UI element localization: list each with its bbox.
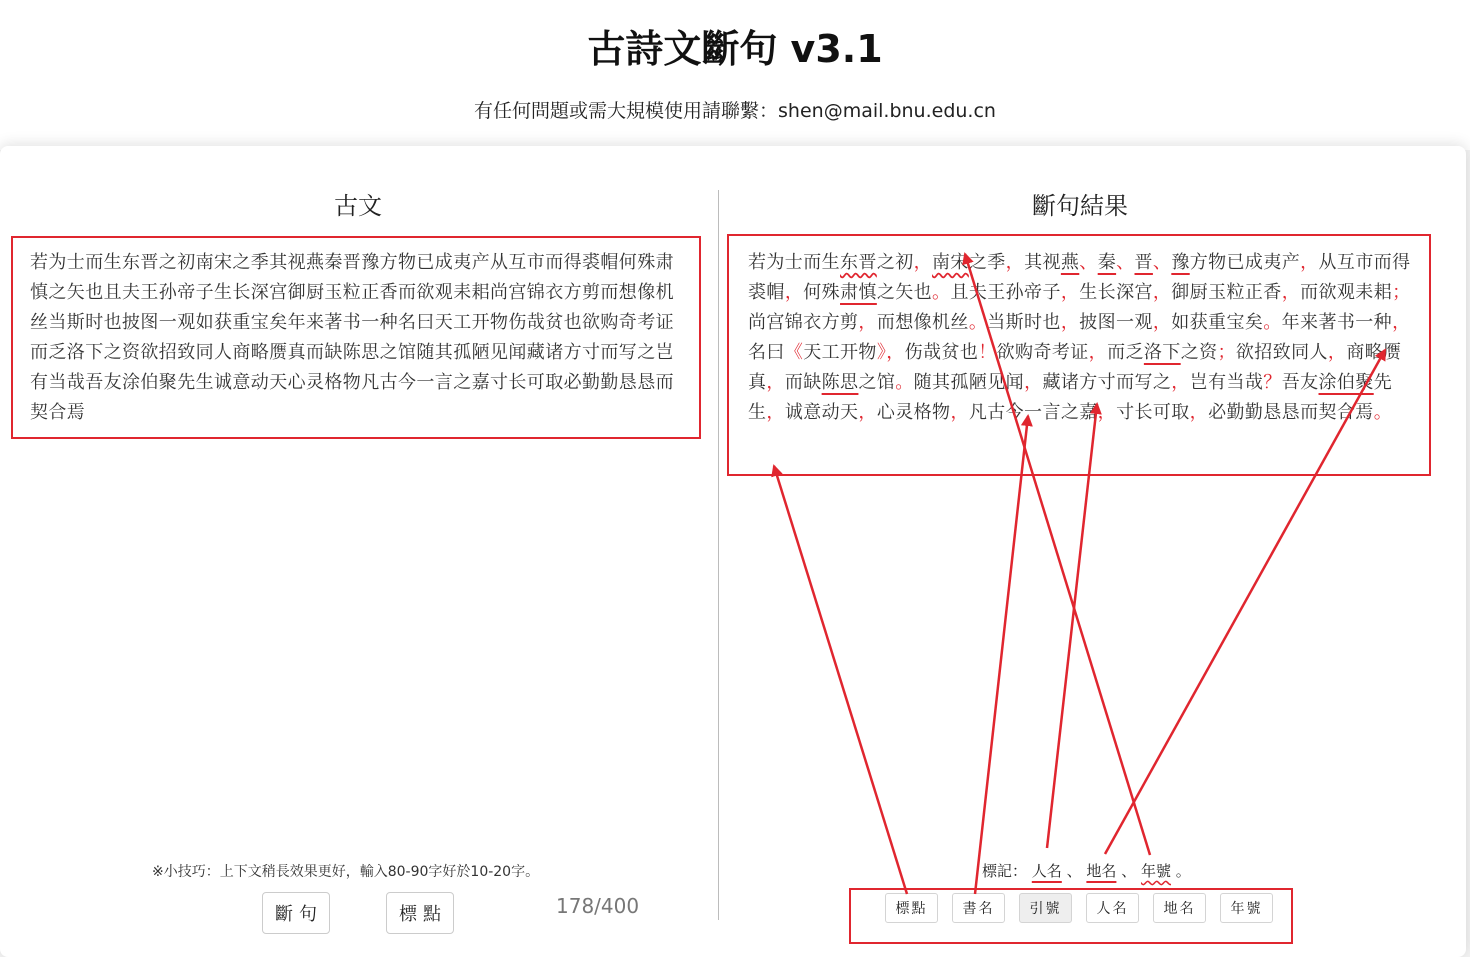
result-segment: 披图一观 xyxy=(1079,312,1153,333)
result-segment: 吾友 xyxy=(1281,372,1319,393)
char-counter: 178/400 xyxy=(556,894,640,918)
result-segment: 之初 xyxy=(876,252,914,273)
punctuation-mark: 。 xyxy=(1373,402,1393,423)
name-mark: 洛下 xyxy=(1143,342,1181,363)
punctuation-mark: ， xyxy=(784,282,804,303)
toggle-person-names-button[interactable]: 人名 xyxy=(1086,893,1139,923)
era-name-mark: 东晋 xyxy=(840,252,877,273)
result-segment: 天工开物 xyxy=(803,342,877,363)
legend-separator: 、 xyxy=(1066,862,1082,880)
result-segment: 之矢也 xyxy=(876,282,933,303)
punctuation-mark: ， xyxy=(1189,402,1209,423)
punctuation-mark: ， xyxy=(1152,282,1172,303)
punctuation-mark: 、 xyxy=(1079,252,1098,273)
result-segment: 从互市而得裘帽 xyxy=(748,252,1411,303)
result-segment: 藏诸方寸而写之 xyxy=(1042,372,1172,393)
punctuation-mark: 、 xyxy=(1152,252,1172,273)
punctuation-mark: ， xyxy=(1024,372,1043,393)
punctuation-mark: 、 xyxy=(1116,252,1135,273)
result-segment: 何殊 xyxy=(803,282,841,303)
toggle-era-names-button[interactable]: 年號 xyxy=(1220,893,1273,923)
punctuation-mark: ， xyxy=(858,402,877,423)
result-segment: 且夫王孙帝子 xyxy=(950,282,1061,303)
legend-end: 。 xyxy=(1175,862,1191,880)
arrow-person xyxy=(1047,404,1097,848)
result-segment: 之馆 xyxy=(858,372,896,393)
punctuation-mark: 。 xyxy=(1263,312,1282,333)
name-mark: 秦 xyxy=(1097,252,1117,273)
punctuation-mark: ， xyxy=(1392,312,1411,333)
result-segment: 岂有当哉 xyxy=(1189,372,1264,393)
result-segment: 欲招致同人 xyxy=(1235,342,1328,363)
punctuation-mark: ， xyxy=(1281,282,1301,303)
result-segment: 尚宫锦衣方剪 xyxy=(748,312,859,333)
punctuate-button[interactable]: 標點 xyxy=(386,892,454,934)
result-heading: 斷句結果 xyxy=(1032,192,1128,220)
punctuation-mark: ， xyxy=(1327,342,1347,363)
name-mark: 燕 xyxy=(1060,252,1080,273)
result-segment: 而想像机丝 xyxy=(876,312,969,333)
name-mark: 涂伯聚 xyxy=(1318,372,1374,393)
result-segment: 凡古今一言之嘉 xyxy=(968,402,1098,423)
result-segment: 若为士而生 xyxy=(748,252,840,273)
result-segment: 而乏 xyxy=(1107,342,1144,363)
name-mark: 陈思 xyxy=(821,372,859,393)
punctuation-mark: ， xyxy=(886,342,905,363)
result-segment: 必勤勤恳恳而契合焉 xyxy=(1208,402,1374,423)
legend-prefix: 標記： xyxy=(982,862,1028,880)
usage-tip: ※小技巧：上下文稍長效果更好，輸入80-90字好於10-20字。 xyxy=(152,864,540,880)
punctuation-mark: ， xyxy=(950,402,969,423)
result-segment: 而缺 xyxy=(784,372,822,393)
punctuation-mark: ， xyxy=(858,312,877,333)
punctuation-mark: ， xyxy=(766,372,785,393)
source-heading: 古文 xyxy=(334,192,382,220)
legend-separator: 、 xyxy=(1121,862,1137,880)
result-segment: 之资 xyxy=(1180,342,1218,363)
punctuation-mark: ， xyxy=(1152,312,1172,333)
arrow-place xyxy=(1105,350,1385,854)
result-segment: 心灵格物 xyxy=(876,402,951,423)
result-segment: 御厨玉粒正香 xyxy=(1171,282,1282,303)
page-title: 古詩文斷句 v3.1 xyxy=(587,27,883,71)
punctuation-mark: ， xyxy=(913,252,933,273)
result-segment: 寸长可取 xyxy=(1116,402,1190,423)
toggle-punctuation-button[interactable]: 標點 xyxy=(885,893,938,923)
result-segment: 年来著书一种 xyxy=(1281,312,1393,333)
punctuation-mark: ， xyxy=(1060,282,1080,303)
result-segment: 如获重宝矣 xyxy=(1171,312,1264,333)
punctuation-mark: 》 xyxy=(876,342,887,363)
toggle-book-title-button[interactable]: 書名 xyxy=(952,893,1005,923)
result-segment: 生长深宫 xyxy=(1079,282,1153,303)
result-segment: 随其孤陋见闻 xyxy=(913,372,1025,393)
punctuation-mark: ， xyxy=(1060,312,1080,333)
punctuation-mark: ， xyxy=(766,402,785,423)
punctuation-mark: ， xyxy=(1088,342,1108,363)
punctuation-mark: ， xyxy=(1097,402,1117,423)
punctuation-mark: 。 xyxy=(932,282,951,303)
punctuation-mark: ！ xyxy=(978,342,997,363)
result-segment: 当斯时也 xyxy=(987,312,1061,333)
punctuation-mark: 《 xyxy=(784,342,804,363)
result-segment: 而欲观耒耜 xyxy=(1300,282,1393,303)
punctuation-mark: 。 xyxy=(895,372,914,393)
result-segment: 方物已成夷产 xyxy=(1189,252,1301,273)
result-segment: 之季 xyxy=(968,252,1006,273)
contact-line: 有任何問題或需大規模使用請聯繫：shen@mail.bnu.edu.cn xyxy=(474,100,996,122)
legend-person: 人名 xyxy=(1031,862,1062,880)
punctuation-mark: ； xyxy=(1392,282,1411,303)
arrow-punctuation xyxy=(774,466,907,894)
toggle-quotes-button[interactable]: 引號 xyxy=(1019,893,1072,923)
punctuation-mark: ； xyxy=(1217,342,1236,363)
result-segment: 诚意动天 xyxy=(784,402,859,423)
legend-place: 地名 xyxy=(1086,862,1117,880)
result-segment: 名曰 xyxy=(748,342,785,363)
name-mark: 肃慎 xyxy=(840,282,877,303)
name-mark: 豫 xyxy=(1171,252,1190,273)
result-segment: 商略赝真 xyxy=(748,342,1402,393)
name-mark: 晋 xyxy=(1134,252,1153,273)
punctuation-mark: 。 xyxy=(968,312,988,333)
punctuation-mark: ， xyxy=(1005,252,1025,273)
segment-button[interactable]: 斷句 xyxy=(262,892,330,934)
toggle-place-names-button[interactable]: 地名 xyxy=(1153,893,1206,923)
punctuation-mark: ， xyxy=(1171,372,1190,393)
result-segment: 欲购奇考证 xyxy=(996,342,1089,363)
result-segment: 伤哉贫也 xyxy=(904,342,979,363)
punctuation-mark: ？ xyxy=(1263,372,1282,393)
legend-era: 年號 xyxy=(1140,862,1171,880)
source-text-input[interactable]: 若为士而生东晋之初南宋之季其视燕秦晋豫方物已成夷产从互市而得裘帽何殊肃慎之矢也且夫王孙帝子生长深宫御厨玉粒正香而欲观耒耜尚宫锦衣方剪而想像机丝当斯时也披图一观如获重宝矣年来著书一种名曰天工开物伤哉贫也欲购奇考证而乏洛下之资欲招致同人商略赝真而缺陈思之馆随其孤陋见闻藏诸方寸而写之岂有当哉吾友涂伯聚先生诚意动天心灵格物凡古今一言之嘉寸长可取必勤勤恳恳而契合焉 xyxy=(30,252,674,423)
punctuation-mark: ， xyxy=(1300,252,1319,273)
era-name-mark: 南宋 xyxy=(932,252,969,273)
result-segment: 先生 xyxy=(748,372,1393,423)
arrow-book-title xyxy=(975,416,1028,894)
result-segment: 其视 xyxy=(1024,252,1061,273)
